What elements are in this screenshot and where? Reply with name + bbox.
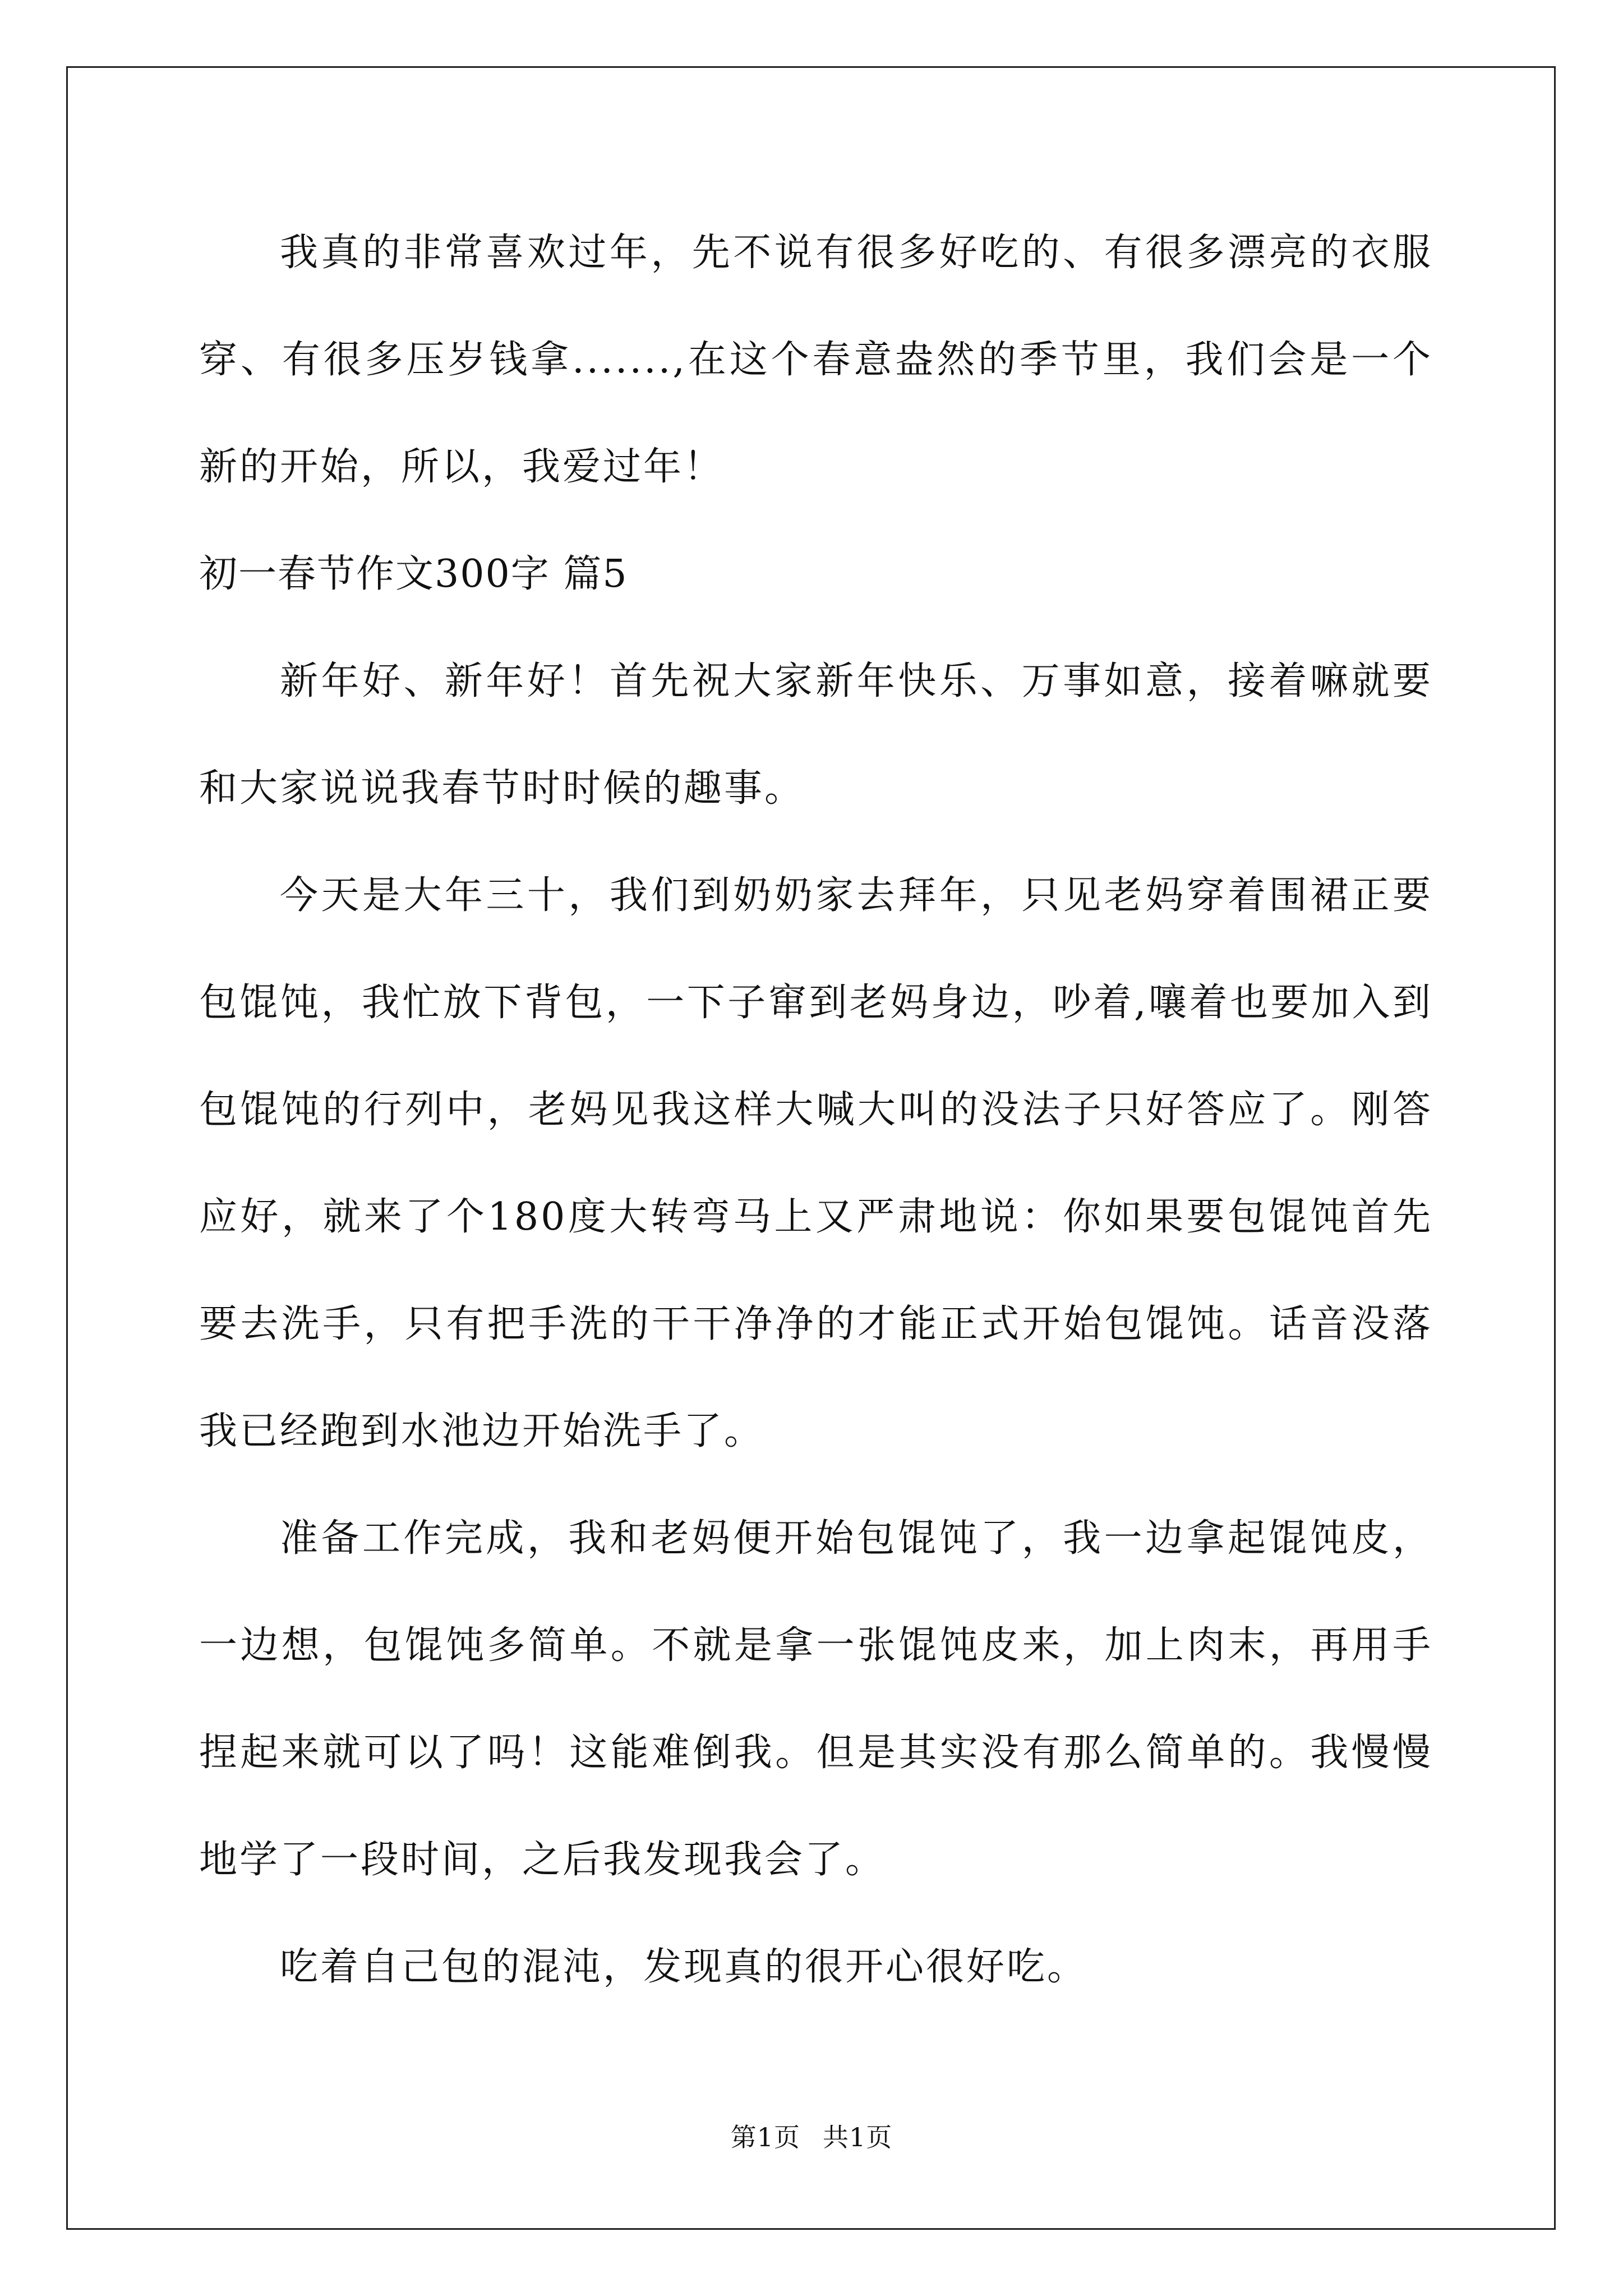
section-heading: 初一春节作文300字 篇5 [199, 552, 628, 596]
paragraph-5: 吃着自己包的混沌，发现真的很开心很好吃。 [280, 1945, 1088, 1989]
page-number-current: 第1页 [730, 2122, 800, 2152]
paragraph-2: 新年好、新年好！首先祝大家新年快乐、万事如意，接着嘛就要和大家说说我春节时时候的趣事。 [199, 659, 1433, 811]
page-number-total: 共1页 [823, 2122, 893, 2152]
paragraph-4: 准备工作完成，我和老妈便开始包馄饨了，我一边拿起馄饨皮，一边想，包馄饨多简单。不就是拿一张馄饨皮来，加上肉末，再用手捏起来就可以了吗！这能难倒我。但是其实没有那么简单的。我慢慢地学了一段时间，之后我发现我会了。 [199, 1516, 1433, 1882]
paragraph-3: 今天是大年三十，我们到奶奶家去拜年，只见老妈穿着围裙正要包馄饨，我忙放下背包，一下子窜到老妈身边，吵着,嚷着也要加入到包馄饨的行列中，老妈见我这样大喊大叫的没法子只好答应了。刚答应好，就来了个180度大转弯马上又严肃地说：你如果要包馄饨首先要去洗手，只有把手洗的干干净净的才能正式开始包馄饨。话音没落我已经跑到水池边开始洗手了。 [199, 873, 1433, 1453]
page-footer [0, 2120, 1623, 2154]
paragraph-1: 我真的非常喜欢过年，先不说有很多好吃的、有很多漂亮的衣服穿、有很多压岁钱拿.......,在这个春意盎然的季节里，我们会是一个新的开始，所以，我爱过年！ [199, 231, 1433, 489]
document-body [199, 199, 1433, 2021]
